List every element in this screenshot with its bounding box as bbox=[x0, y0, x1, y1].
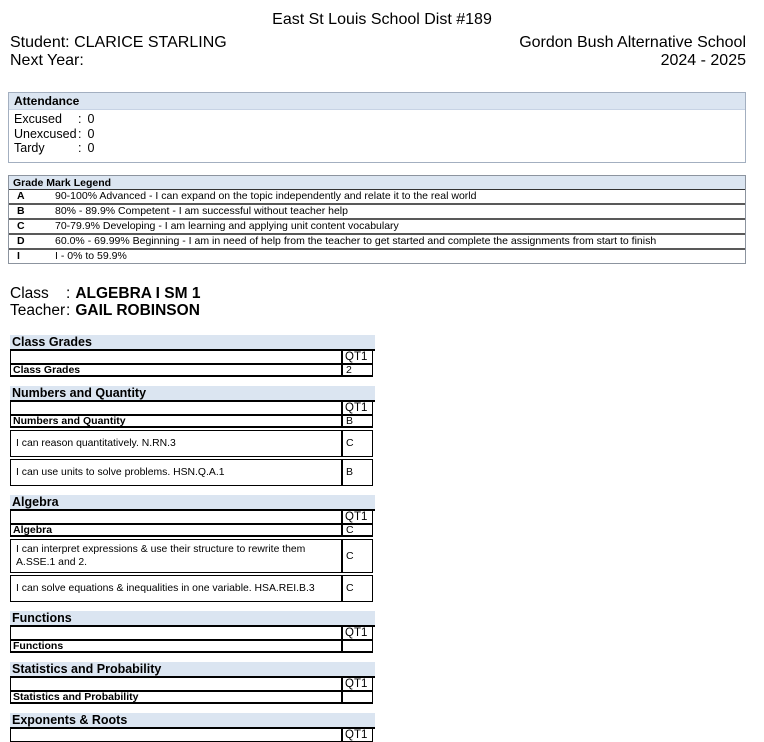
legend-mark: C bbox=[17, 219, 25, 232]
student-school-row bbox=[0, 34, 764, 52]
teacher-line bbox=[10, 302, 764, 319]
legend-row bbox=[9, 248, 745, 263]
standard-text: I can use units to solve problems. HSN.Q.A.1 bbox=[10, 459, 342, 486]
section-title: Exponents & Roots bbox=[10, 713, 375, 729]
empty-cell bbox=[10, 729, 342, 742]
attendance-row bbox=[14, 127, 740, 142]
empty-cell bbox=[10, 511, 342, 524]
section-title: Statistics and Probability bbox=[10, 662, 375, 678]
attendance-label: Unexcused bbox=[14, 126, 77, 141]
colon: : bbox=[66, 284, 71, 302]
legend-description: 80% - 89.9% Competent - I am successful without teacher help bbox=[55, 204, 348, 217]
legend-mark: A bbox=[17, 189, 25, 202]
class-line bbox=[10, 285, 764, 302]
attendance-label: Excused bbox=[14, 112, 62, 126]
teacher-name: GAIL ROBINSON bbox=[75, 301, 200, 319]
summary-grade bbox=[342, 691, 373, 704]
attendance-body bbox=[9, 110, 745, 162]
legend-description: 60.0% - 69.99% Beginning - I am in need of help from the teacher to get started and complete the assignments from start to finish bbox=[55, 234, 657, 247]
legend-description: 70-79.9% Developing - I am learning and applying unit content vocabulary bbox=[55, 219, 399, 232]
quarter-label: QT1 bbox=[342, 627, 373, 640]
standard-grade: B bbox=[342, 459, 373, 486]
empty-cell bbox=[10, 402, 342, 415]
quarter-header-row bbox=[10, 351, 373, 364]
attendance-title: Attendance bbox=[9, 93, 745, 110]
standard-row bbox=[10, 430, 373, 457]
standard-grade: C bbox=[342, 539, 373, 573]
nextyear-year-row bbox=[0, 52, 764, 70]
summary-grade: 2 bbox=[342, 364, 373, 377]
legend-row bbox=[9, 218, 745, 233]
district-title: East St Louis School Dist #189 bbox=[272, 11, 492, 28]
attendance-row bbox=[14, 141, 740, 156]
empty-cell bbox=[10, 627, 342, 640]
school-name: Gordon Bush Alternative School bbox=[519, 34, 746, 51]
section-title: Class Grades bbox=[10, 335, 375, 351]
summary-row bbox=[10, 640, 373, 653]
section-class-grades bbox=[10, 335, 375, 377]
standard-text: I can reason quantitatively. N.RN.3 bbox=[10, 430, 342, 457]
colon: : bbox=[66, 301, 71, 319]
legend-description: 90-100% Advanced - I can expand on the topic independently and relate it to the real world bbox=[55, 189, 477, 202]
quarter-header-row bbox=[10, 402, 373, 415]
section-title: Algebra bbox=[10, 495, 375, 511]
standard-row bbox=[10, 539, 373, 573]
quarter-label: QT1 bbox=[342, 511, 373, 524]
attendance-value: 0 bbox=[87, 112, 95, 126]
quarter-header-row bbox=[10, 678, 373, 691]
summary-row bbox=[10, 364, 373, 377]
student-name: CLARICE STARLING bbox=[74, 34, 227, 51]
summary-row bbox=[10, 524, 373, 537]
attendance-value: 0 bbox=[87, 126, 95, 141]
school-year: 2024 - 2025 bbox=[660, 52, 746, 69]
summary-grade: B bbox=[342, 415, 373, 428]
quarter-label: QT1 bbox=[342, 678, 373, 691]
summary-label: Algebra bbox=[10, 524, 342, 537]
next-year-label: Next Year: bbox=[10, 52, 84, 69]
standard-text: I can interpret expressions & use their structure to rewrite them A.SSE.1 and 2. bbox=[10, 539, 342, 573]
section-statistics-and-probability bbox=[10, 662, 375, 704]
teacher-label: Teacher bbox=[10, 301, 66, 319]
summary-label: Numbers and Quantity bbox=[10, 415, 342, 428]
legend-description: I - 0% to 59.9% bbox=[55, 249, 127, 262]
quarter-header-row bbox=[10, 627, 373, 640]
standard-text: I can solve equations & inequalities in one variable. HSA.REI.B.3 bbox=[10, 575, 342, 602]
empty-cell bbox=[10, 678, 342, 691]
summary-grade: C bbox=[342, 524, 373, 537]
summary-grade bbox=[342, 640, 373, 653]
summary-label: Functions bbox=[10, 640, 342, 653]
attendance-label: Tardy bbox=[14, 141, 45, 155]
grade-mark-legend bbox=[8, 175, 746, 264]
section-title: Numbers and Quantity bbox=[10, 386, 375, 402]
attendance-value: 0 bbox=[87, 141, 95, 155]
legend-row bbox=[9, 203, 745, 218]
class-name: ALGEBRA I SM 1 bbox=[75, 284, 201, 302]
attendance-row bbox=[14, 112, 740, 127]
standard-row bbox=[10, 459, 373, 486]
legend-row bbox=[9, 190, 745, 203]
class-info bbox=[10, 285, 764, 319]
attendance-panel bbox=[8, 92, 746, 163]
colon: : bbox=[78, 112, 82, 126]
legend-mark: D bbox=[17, 234, 25, 247]
quarter-label: QT1 bbox=[342, 351, 373, 364]
legend-title: Grade Mark Legend bbox=[9, 176, 745, 190]
summary-row bbox=[10, 415, 373, 428]
quarter-header-row bbox=[10, 511, 373, 524]
colon: : bbox=[78, 141, 82, 155]
standard-grade: C bbox=[342, 575, 373, 602]
section-numbers-and-quantity bbox=[10, 386, 375, 486]
section-algebra bbox=[10, 495, 375, 602]
empty-cell bbox=[10, 351, 342, 364]
student-label: Student: bbox=[10, 34, 70, 51]
section-functions bbox=[10, 611, 375, 653]
legend-row bbox=[9, 233, 745, 248]
class-label: Class bbox=[10, 284, 49, 302]
legend-mark: I bbox=[17, 249, 20, 262]
legend-mark: B bbox=[17, 204, 25, 217]
standard-grade: C bbox=[342, 430, 373, 457]
quarter-label: QT1 bbox=[342, 402, 373, 415]
colon: : bbox=[78, 126, 82, 141]
summary-row bbox=[10, 691, 373, 704]
standard-row bbox=[10, 575, 373, 602]
quarter-header-row bbox=[10, 729, 373, 742]
summary-label: Statistics and Probability bbox=[10, 691, 342, 704]
quarter-label: QT1 bbox=[342, 729, 373, 742]
student-line bbox=[10, 34, 227, 52]
summary-label: Class Grades bbox=[10, 364, 342, 377]
section-title: Functions bbox=[10, 611, 375, 627]
section-exponents-and-roots bbox=[10, 713, 375, 742]
